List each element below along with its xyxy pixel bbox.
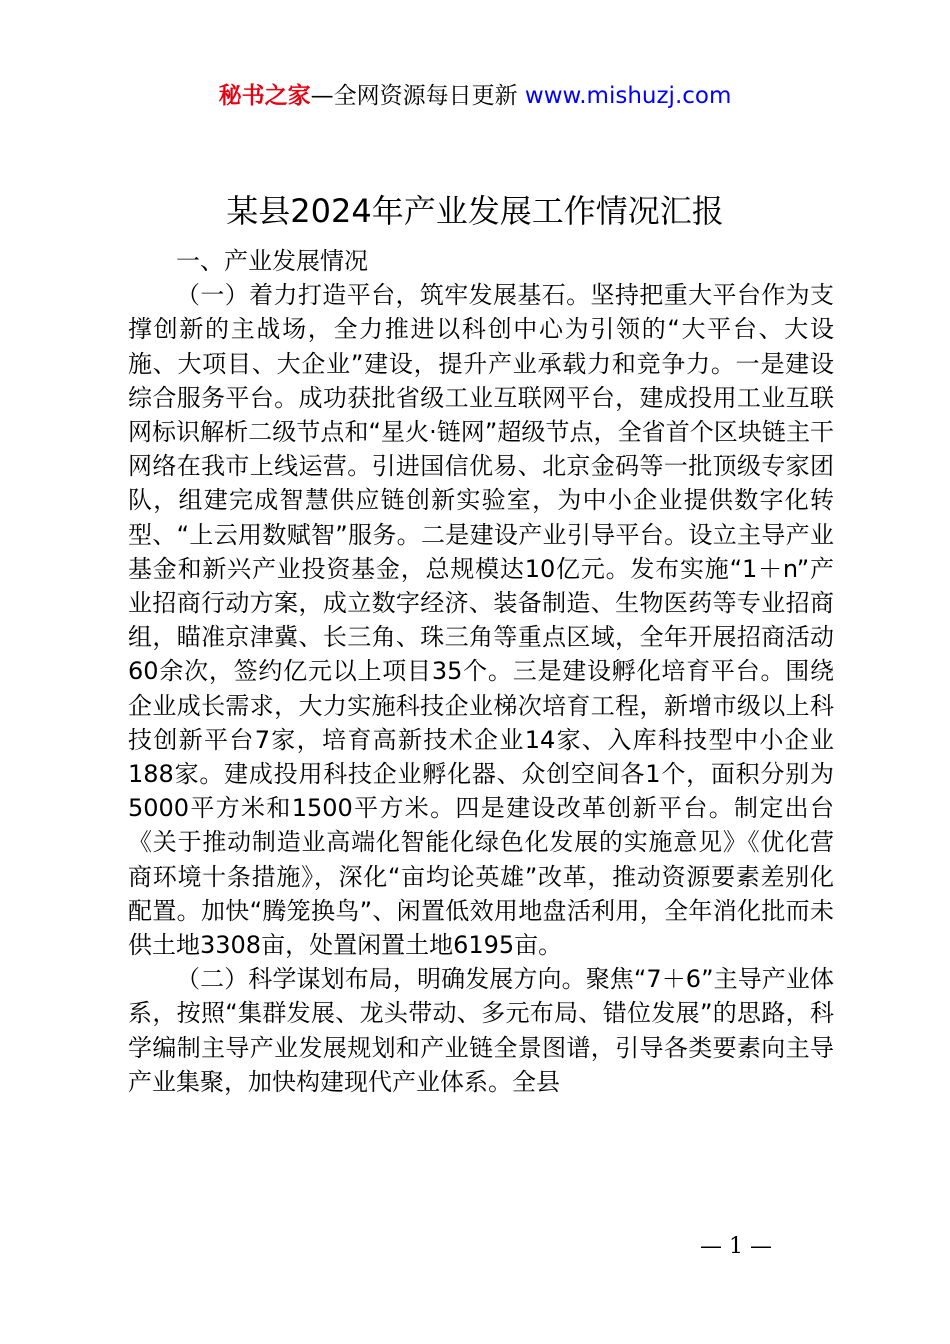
- site-banner: [0, 80, 950, 112]
- body-paragraph: （一）着力打造平台，筑牢发展基石。坚持把重大平台作为支撑创新的主战场，全力推进以科创中心为引领的“大平台、大设施、大项目、大企业”建设，提升产业承载力和竞争力。一是建设综合服务平台。成功获批省级工业互联网平台，建成投用工业互联网标识解析二级节点和“星火·链网”超级节点，全省首个区块链主干网络在我市上线运营。引进国信优易、北京金码等一批顶级专家团队，组建完成智慧供应链创新实验室，为中小企业提供数字化转型、“上云用数赋智”服务。二是建设产业引导平台。设立主导产业基金和新兴产业投资基金，总规模达10亿元。发布实施“1＋n”产业招商行动方案，成立数字经济、装备制造、生物医药等专业招商组，瞄准京津冀、长三角、珠三角等重点区域，全年开展招商活动60余次，签约亿元以上项目35个。三是建设孵化培育平台。围绕企业成长需求，大力实施科技企业梯次培育工程，新增市级以上科技创新平台7家，培育高新技术企业14家、入库科技型中小企业188家。建成投用科技企业孵化器、众创空间各1个，面积分别为5000平方米和1500平方米。四是建设改革创新平台。制定出台《关于推动制造业高端化智能化绿色化发展的实施意见》《优化营商环境十条措施》，深化“亩均论英雄”改革，推动资源要素差别化配置。加快“腾笼换鸟”、闲置低效用地盘活利用，全年消化批而未供土地3308亩，处置闲置土地6195亩。: [128, 281, 834, 960]
- site-url-link[interactable]: www.mishuzj.com: [524, 83, 732, 109]
- document-body: [128, 244, 834, 1099]
- page-number: — 1 —: [700, 1234, 772, 1259]
- brand-name: 秘书之家: [218, 83, 311, 109]
- document-title: 某县2024年产业发展工作情况汇报: [226, 192, 724, 230]
- section-heading: 一、产业发展情况: [176, 247, 368, 275]
- body-paragraph: （二）科学谋划布局，明确发展方向。聚焦“7＋6”主导产业体系，按照“集群发展、龙头带动、多元布局、错位发展”的思路，科学编制主导产业发展规划和产业链全景图谱，引导各类要素向主导产业集聚，加快构建现代产业体系。全县: [128, 965, 834, 1096]
- banner-tagline: —全网资源每日更新: [310, 83, 525, 109]
